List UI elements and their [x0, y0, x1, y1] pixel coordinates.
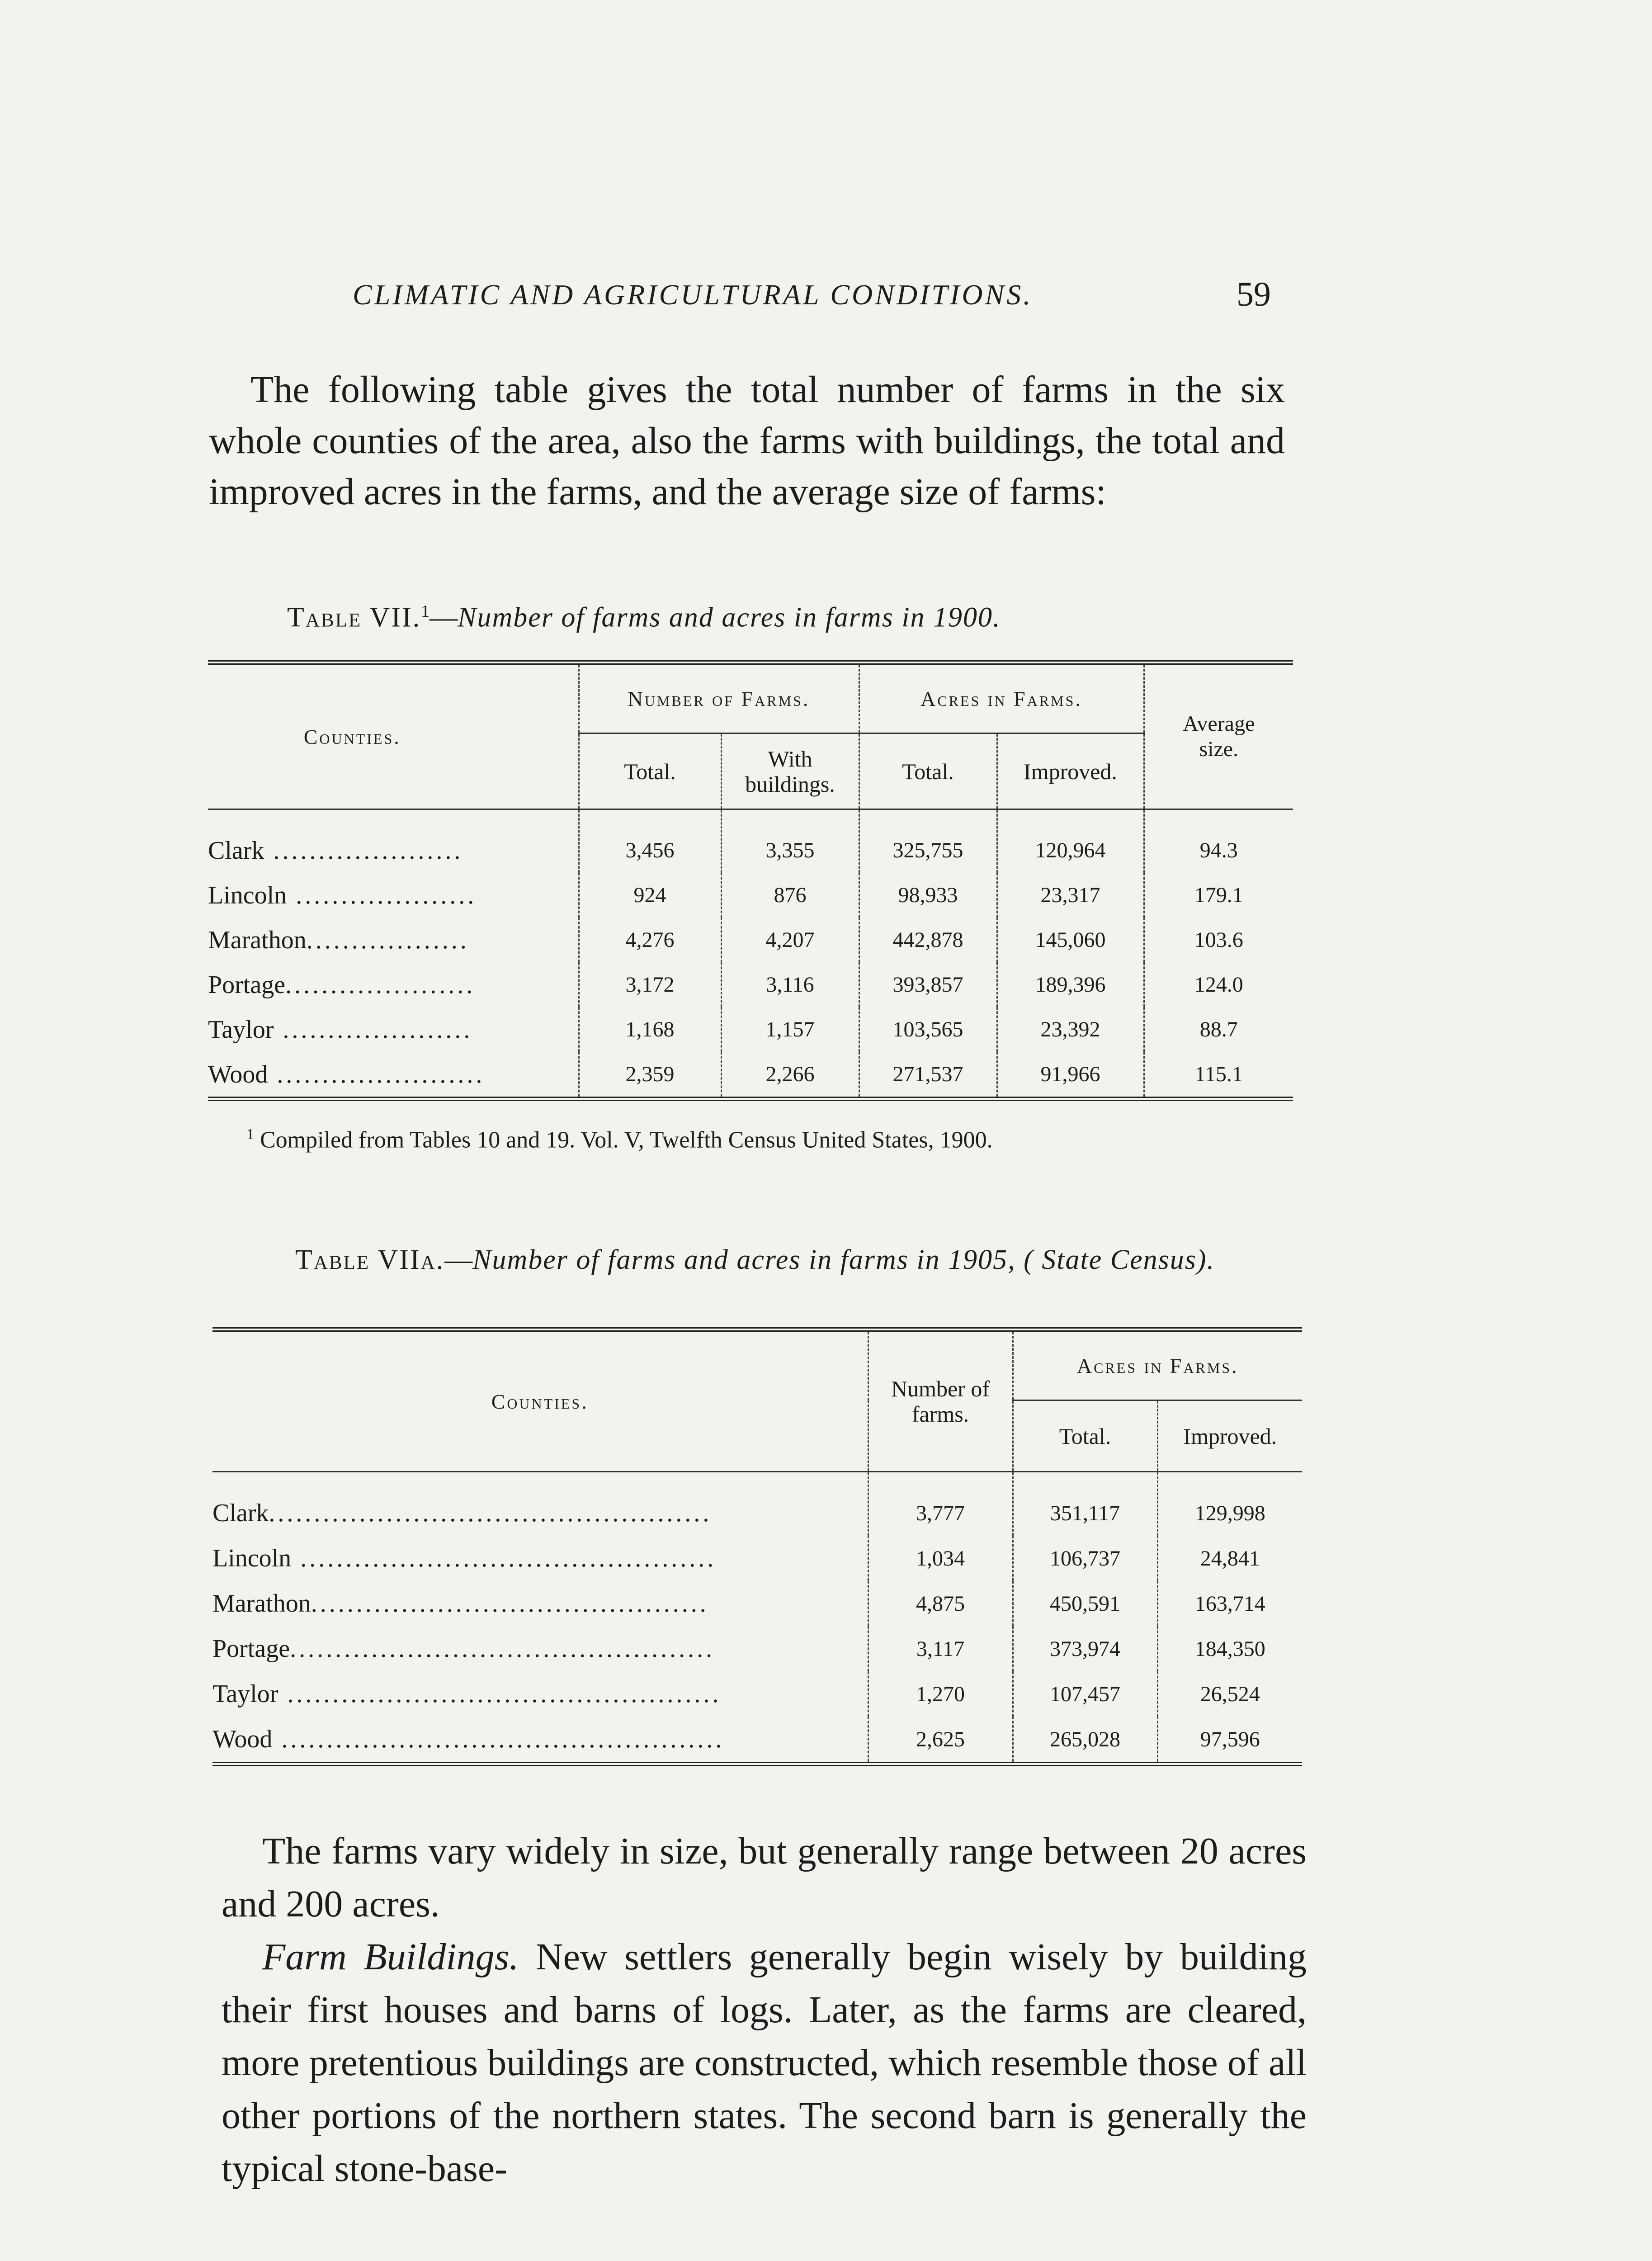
column-header-counties: Counties.	[212, 1329, 868, 1472]
page-number: 59	[1237, 275, 1271, 313]
table-viia-label: Table VIIa.	[295, 1244, 445, 1275]
farms-with-buildings: 4,207	[721, 918, 859, 962]
farms-total: 924	[579, 873, 721, 918]
acres-total: 103,565	[859, 1007, 997, 1052]
column-header-improved: Improved.	[997, 733, 1144, 809]
acres-total: 351,117	[1013, 1472, 1157, 1536]
column-header-acres-in-farms: Acres in Farms.	[1013, 1329, 1302, 1400]
acres-improved: 163,714	[1157, 1581, 1302, 1626]
acres-total: 442,878	[859, 918, 997, 962]
farm-size-text: The farms vary widely in size, but generally range between 20 acres and 200 acres.	[222, 1830, 1307, 1925]
average-size: 94.3	[1144, 809, 1293, 873]
farm-size-paragraph	[222, 1825, 1307, 1930]
column-header-total: Total.	[1013, 1400, 1157, 1472]
farms-total: 3,456	[579, 809, 721, 873]
table-viia-title: Number of farms and acres in farms in 1905, ( State Census).	[472, 1244, 1215, 1275]
average-size: 124.0	[1144, 962, 1293, 1007]
county-name: Lincoln	[212, 1544, 292, 1572]
county-name: Portage	[208, 970, 286, 999]
caption-dash: —	[444, 1244, 473, 1275]
county-name: Clark	[208, 836, 264, 865]
acres-improved: 184,350	[1157, 1626, 1302, 1671]
table-row: Clark................................................. 3,777 351,117 129,998	[212, 1472, 1302, 1536]
acres-improved: 120,964	[997, 809, 1144, 873]
acres-total: 107,457	[1013, 1671, 1157, 1717]
column-header-improved: Improved.	[1157, 1400, 1302, 1472]
acres-improved: 129,998	[1157, 1472, 1302, 1536]
table-vii-label: Table VII.	[287, 602, 421, 633]
table-vii-title: Number of farms and acres in farms in 1900.	[458, 602, 1001, 633]
number-of-farms: 4,875	[868, 1581, 1013, 1626]
farm-buildings-text: New settlers generally begin wisely by building their first houses and barns of logs. Later, as the farms are cleared, more pretentious buildings are constructed, which resemble those of all other portions of the northern states. The second barn is generally the typical stone-base-	[222, 1936, 1307, 2190]
number-of-farms: 1,270	[868, 1671, 1013, 1717]
intro-paragraph: The following table gives the total number of farms in the six whole counties of the area, also the farms with buildings, the total and improved acres in the farms, and the average size of farms:	[209, 369, 1285, 513]
table-row: Clark ..................... 3,456 3,355 325,755 120,964 94.3	[208, 809, 1293, 873]
number-of-farms: 3,777	[868, 1472, 1013, 1536]
county-name: Clark	[212, 1499, 269, 1527]
acres-total: 271,537	[859, 1052, 997, 1099]
acres-total: 373,974	[1013, 1626, 1157, 1671]
table-viia-caption	[212, 1241, 1298, 1278]
table-footnote	[246, 1126, 1286, 1153]
farms-with-buildings: 1,157	[721, 1007, 859, 1052]
table-row: Taylor ................................................ 1,270 107,457 26,524	[212, 1671, 1302, 1717]
county-name: Taylor	[208, 1015, 274, 1044]
number-of-farms: 1,034	[868, 1536, 1013, 1581]
acres-improved: 26,524	[1157, 1671, 1302, 1717]
table-vii-caption	[287, 601, 1282, 634]
acres-improved: 23,317	[997, 873, 1144, 918]
column-header-number-of-farms: Number of farms.	[868, 1329, 1013, 1472]
average-size: 179.1	[1144, 873, 1293, 918]
column-header-with-buildings: With buildings.	[721, 733, 859, 809]
table-row: Portage..................... 3,172 3,116 393,857 189,396 124.0	[208, 962, 1293, 1007]
table-row: Wood ....................... 2,359 2,266 271,537 91,966 115.1	[208, 1052, 1293, 1099]
footnote-marker: 1	[246, 1126, 254, 1143]
running-head: CLIMATIC AND AGRICULTURAL CONDITIONS.	[353, 279, 1033, 311]
acres-improved: 145,060	[997, 918, 1144, 962]
farms-with-buildings: 876	[721, 873, 859, 918]
average-size: 103.6	[1144, 918, 1293, 962]
average-size: 88.7	[1144, 1007, 1293, 1052]
column-header-total: Total.	[579, 733, 721, 809]
farm-buildings-paragraph	[222, 1930, 1307, 2195]
county-name: Lincoln	[208, 881, 287, 909]
table-row: Lincoln .................... 924 876 98,933 23,317 179.1	[208, 873, 1293, 918]
farms-total: 3,172	[579, 962, 721, 1007]
acres-total: 98,933	[859, 873, 997, 918]
farms-with-buildings: 3,116	[721, 962, 859, 1007]
average-size: 115.1	[1144, 1052, 1293, 1099]
table-row: Portage............................................... 3,117 373,974 184,350	[212, 1626, 1302, 1671]
column-header-acres-in-farms: Acres in Farms.	[859, 662, 1144, 733]
farms-total: 2,359	[579, 1052, 721, 1099]
footnote-text: Compiled from Tables 10 and 19. Vol. V, Twelfth Census United States, 1900.	[260, 1127, 993, 1153]
caption-dash: —	[430, 602, 458, 633]
farms-total: 1,168	[579, 1007, 721, 1052]
acres-improved: 24,841	[1157, 1536, 1302, 1581]
county-name: Portage	[212, 1635, 290, 1663]
column-header-counties: Counties.	[208, 662, 579, 809]
table-viia	[212, 1327, 1302, 1777]
acres-improved: 189,396	[997, 962, 1144, 1007]
number-of-farms: 2,625	[868, 1717, 1013, 1764]
acres-total: 450,591	[1013, 1581, 1157, 1626]
acres-improved: 91,966	[997, 1052, 1144, 1099]
county-name: Taylor	[212, 1680, 278, 1708]
acres-total: 325,755	[859, 809, 997, 873]
table-row: Marathon............................................ 4,875 450,591 163,714	[212, 1581, 1302, 1626]
farms-with-buildings: 3,355	[721, 809, 859, 873]
acres-improved: 23,392	[997, 1007, 1144, 1052]
number-of-farms: 3,117	[868, 1626, 1013, 1671]
footnote-reference: 1	[421, 602, 430, 621]
table-row: Lincoln .............................................. 1,034 106,737 24,841	[212, 1536, 1302, 1581]
table-row: Taylor ..................... 1,168 1,157 103,565 23,392 88.7	[208, 1007, 1293, 1052]
table-vii	[208, 660, 1293, 1112]
acres-total: 393,857	[859, 962, 997, 1007]
farms-with-buildings: 2,266	[721, 1052, 859, 1099]
column-header-number-of-farms: Number of Farms.	[579, 662, 859, 733]
county-name: Marathon	[208, 926, 307, 954]
county-name: Wood	[212, 1725, 273, 1753]
acres-total: 106,737	[1013, 1536, 1157, 1581]
table-row: Marathon.................. 4,276 4,207 442,878 145,060 103.6	[208, 918, 1293, 962]
closing-text	[222, 1825, 1307, 2195]
farms-total: 4,276	[579, 918, 721, 962]
farm-buildings-heading: Farm Buildings.	[262, 1936, 519, 1978]
column-header-average-size: Average size.	[1144, 662, 1293, 809]
table-row: Wood ................................................. 2,625 265,028 97,596	[212, 1717, 1302, 1764]
column-header-acres-total: Total.	[859, 733, 997, 809]
county-name: Wood	[208, 1060, 268, 1088]
acres-improved: 97,596	[1157, 1717, 1302, 1764]
county-name: Marathon	[212, 1589, 311, 1618]
acres-total: 265,028	[1013, 1717, 1157, 1764]
